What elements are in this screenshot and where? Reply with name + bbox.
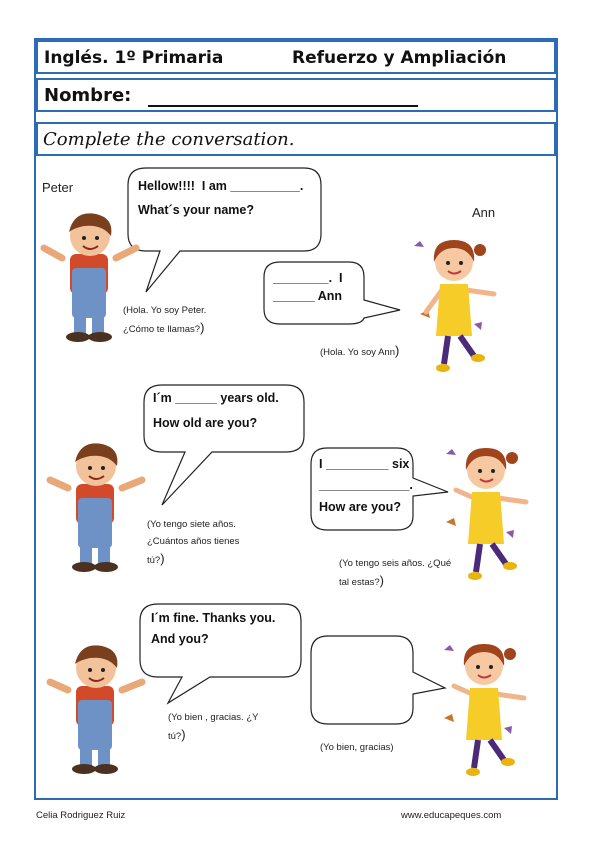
peter-note-2 xyxy=(147,516,239,569)
peter-boy-illustration-3 xyxy=(46,642,146,778)
footer-author: Celia Rodriguez Ruiz xyxy=(36,810,126,821)
speech-bubble-ann-3 xyxy=(311,636,445,724)
footer-website[interactable]: www.educapeques.com xyxy=(401,810,502,821)
peter-bubble-2-line1: I´m ______ years old. xyxy=(153,391,279,405)
peter-bubble-1-line1: Hellow!!!! I am __________. xyxy=(138,179,304,193)
peter-note-2-line2: ¿Cuántos años tienes xyxy=(147,536,240,547)
peter-name-label: Peter xyxy=(42,180,74,195)
peter-bubble-1-line2: What´s your name? xyxy=(138,203,254,217)
ann-bubble-1-line2: ______ Ann xyxy=(273,289,343,303)
ann-girl-illustration-1 xyxy=(408,232,500,378)
peter-note-1-line2: ¿Cómo te llamas? xyxy=(123,324,201,335)
ann-bubble-2-line3: How are you? xyxy=(319,500,401,514)
closing-paren: ) xyxy=(181,727,186,742)
peter-note-2-line3: tú? xyxy=(147,555,161,566)
ann-name-label: Ann xyxy=(472,205,496,220)
ann-bubble-2-line1: I _________ six xyxy=(319,457,410,471)
peter-note-3-line2: tú? xyxy=(168,731,182,742)
ann-note-1 xyxy=(320,342,399,361)
ann-note-2-line1: (Yo tengo seis años. ¿Qué xyxy=(339,558,452,569)
ann-note-3: (Yo bien, gracias) xyxy=(320,742,394,753)
peter-bubble-2-line2: How old are you? xyxy=(153,416,258,430)
peter-bubble-3-line1: I´m fine. Thanks you. xyxy=(151,611,276,625)
ann-note-2-line2: tal estas? xyxy=(339,577,380,588)
peter-note-3-line1: (Yo bien , gracias. ¿Y xyxy=(168,712,259,723)
closing-paren: ) xyxy=(200,320,205,335)
peter-note-3 xyxy=(168,709,258,745)
peter-note-1-line1: (Hola. Yo soy Peter. xyxy=(123,305,207,316)
ann-note-1-text: (Hola. Yo soy Ann xyxy=(320,347,395,358)
ann-girl-illustration-3 xyxy=(438,636,530,782)
peter-boy-illustration-1 xyxy=(40,210,140,346)
closing-paren: ) xyxy=(395,343,400,358)
ann-bubble-2-line2: _____________. xyxy=(319,478,413,492)
ann-bubble-1-line1: ________. I xyxy=(273,271,343,285)
closing-paren: ) xyxy=(379,573,385,588)
name-label: Nombre: xyxy=(44,85,132,106)
closing-paren: ) xyxy=(160,551,165,566)
subject-title: Inglés. 1º Primaria xyxy=(44,48,224,68)
section-title: Refuerzo y Ampliación xyxy=(292,48,507,68)
peter-boy-illustration-2 xyxy=(46,440,146,576)
instruction-text: Complete the conversation. xyxy=(43,129,295,150)
peter-bubble-3-line2: And you? xyxy=(151,632,209,646)
ann-girl-illustration-2 xyxy=(440,440,532,586)
ann-note-2 xyxy=(339,555,451,591)
peter-note-2-line1: (Yo tengo siete años. xyxy=(147,519,236,530)
